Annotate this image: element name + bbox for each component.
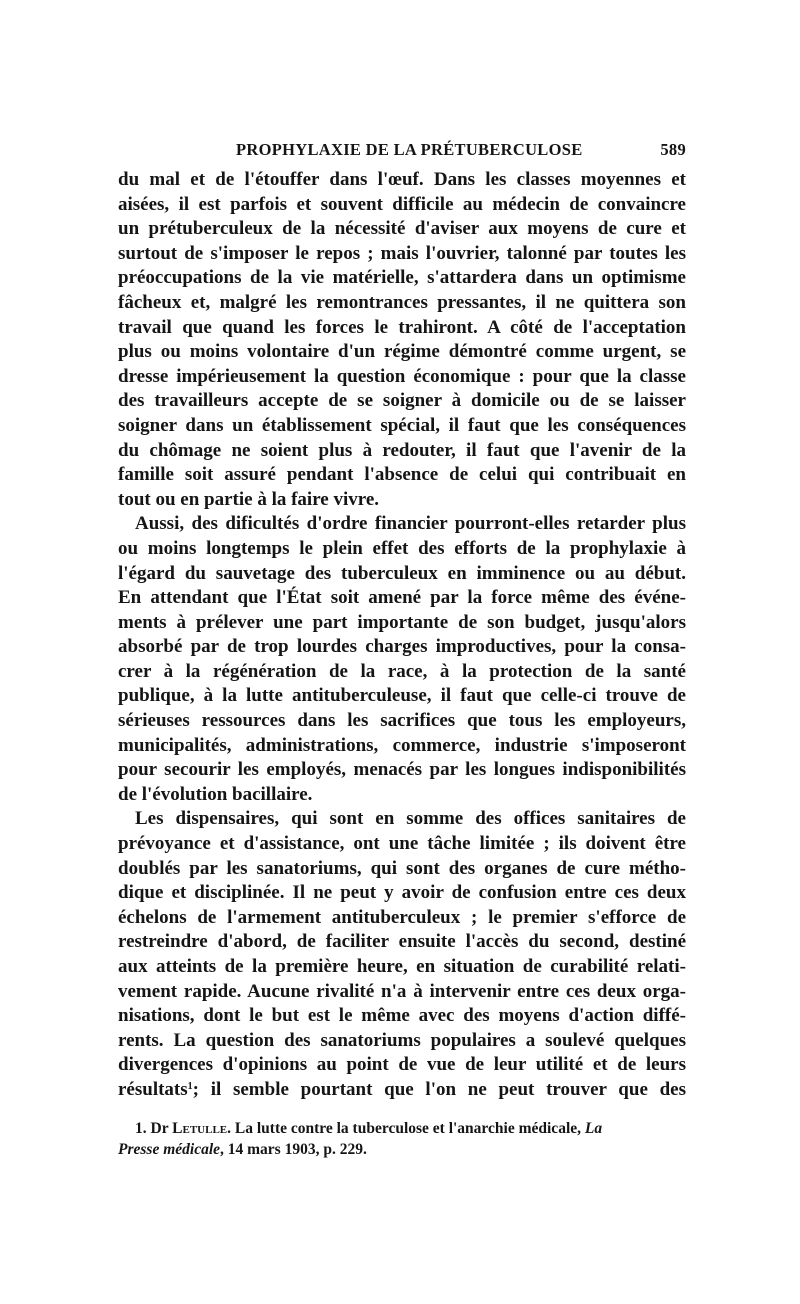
- text-line: ments à prélever une part importante de son budget, jusqu'alors: [118, 611, 686, 633]
- text-line: pour secourir les employés, menacés par les longues indisponibilités: [118, 759, 686, 781]
- text-line: crer à la régénération de la race, à la protection de la santé: [118, 660, 686, 682]
- text-line: aisées, il est parfois et souvent difficile au médecin de convaincre: [118, 193, 686, 215]
- body-text: [118, 168, 686, 1103]
- text-line: ou moins longtemps le plein effet des efforts de la prophylaxie à: [118, 537, 686, 559]
- text-line: [118, 1078, 686, 1103]
- text-line: un prétuberculeux de la nécessité d'aviser aux moyens de cure et: [118, 218, 686, 240]
- text-line: l'égard du sauvetage des tuberculeux en imminence ou au début.: [118, 562, 686, 584]
- footnote: [118, 1118, 686, 1160]
- text-line: aux atteints de la première heure, en situation de curabilité relati-: [118, 956, 686, 977]
- text-line: fâcheux et, malgré les remontrances pressantes, il ne quittera son: [118, 291, 686, 313]
- footnote-line: [118, 1118, 686, 1139]
- text-line: divergences d'opinions au point de vue de leur utilité et de leurs: [118, 1054, 686, 1076]
- footnote-journal: La: [584, 1120, 603, 1137]
- footnote-author-prefix: Dr: [150, 1120, 169, 1137]
- paragraph-3: [118, 807, 686, 1102]
- running-header: [118, 140, 686, 164]
- footnote-author: Letulle: [172, 1120, 228, 1137]
- footnote-number: 1.: [135, 1120, 147, 1137]
- text-fragment: ; il semble pourtant que l'on ne peut trouver que des: [192, 1078, 686, 1100]
- text-fragment: résultats: [118, 1078, 188, 1100]
- text-line: municipalités, administrations, commerce, industrie s'imposeront: [118, 734, 686, 756]
- text-line: dresse impérieusement la question économique : pour que la classe: [118, 365, 686, 387]
- page-number: 589: [660, 140, 686, 159]
- paragraph-1: [118, 168, 686, 512]
- text-line: restreindre d'abord, de faciliter ensuite l'accès du second, destiné: [118, 931, 686, 953]
- text-line: En attendant que l'État soit amené par la force même des événe-: [118, 587, 686, 609]
- text-line: dique et disciplinée. Il ne peut y avoir de confusion entre ces deux: [118, 882, 686, 904]
- paragraph-2: [118, 512, 686, 807]
- text-line: des travailleurs accepte de se soigner à domicile ou de se laisser: [118, 390, 686, 412]
- text-line: surtout de s'imposer le repos ; mais l'ouvrier, talonné par toutes les: [118, 242, 686, 264]
- running-title: PROPHYLAXIE DE LA PRÉTUBERCULOSE: [236, 140, 583, 159]
- text-line: préoccupations de la vie matérielle, s'attardera dans un optimisme: [118, 267, 686, 289]
- text-line: du mal et de l'étouffer dans l'œuf. Dans les classes moyennes et: [118, 169, 686, 190]
- text-line: rents. La question des sanatoriums populaires a soulevé quelques: [118, 1029, 686, 1051]
- text-line: soigner dans un établissement spécial, il faut que les conséquences: [118, 414, 686, 436]
- footnote-journal: Presse médicale: [118, 1141, 221, 1158]
- text-line: Aussi, des dificultés d'ordre financier pourront-elles retarder plus: [135, 513, 686, 535]
- text-line: prévoyance et d'assistance, ont une tâche limitée ; ils doivent être: [118, 833, 686, 855]
- text-line: vement rapide. Aucune rivalité n'a à intervenir entre ces deux orga-: [118, 980, 686, 1002]
- footnote-ref[interactable]: 1: [187, 1080, 193, 1092]
- text-line: doublés par les sanatoriums, qui sont des organes de cure métho-: [118, 857, 686, 879]
- text-line: tout ou en partie à la faire vivre.: [118, 488, 380, 510]
- footnote-date: , 14 mars 1903, p. 229.: [220, 1141, 367, 1158]
- text-line: du chômage ne soient plus à redouter, il faut que l'avenir de la: [118, 439, 686, 461]
- text-line: Les dispensaires, qui sont en somme des offices sanitaires de: [135, 808, 686, 830]
- text-line: absorbé par de trop lourdes charges improductives, pour la consa-: [118, 636, 686, 658]
- text-line: travail que quand les forces le trahiront. A côté de l'acceptation: [118, 316, 686, 338]
- text-line: de l'évolution bacillaire.: [118, 783, 313, 805]
- text-line: échelons de l'armement antituberculeux ; le premier s'efforce de: [118, 906, 686, 928]
- footnote-text: . La lutte contre la tuberculose et l'anarchie médicale,: [227, 1120, 581, 1137]
- text-line: sérieuses ressources dans les sacrifices que tous les employeurs,: [118, 710, 686, 732]
- text-line: famille soit assuré pendant l'absence de celui qui contribuait en: [118, 464, 686, 486]
- footnote-line: [118, 1139, 686, 1160]
- text-line: nisations, dont le but est le même avec des moyens d'action diffé-: [118, 1005, 686, 1027]
- text-line: plus ou moins volontaire d'un régime démontré comme urgent, se: [118, 341, 686, 363]
- text-line: publique, à la lutte antituberculeuse, il faut que celle-ci trouve de: [118, 685, 686, 707]
